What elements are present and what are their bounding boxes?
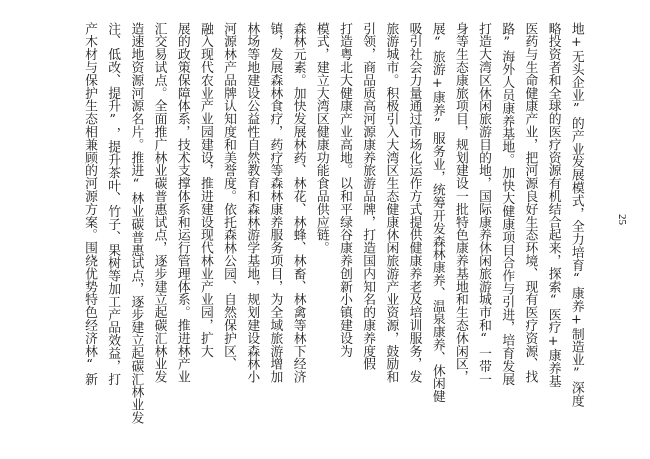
page-number: 25 xyxy=(616,214,628,225)
text-line: 打造粤北大健康产业高地。以和平绿谷康养创新小镇建设为 xyxy=(337,22,352,358)
text-line: 展的政策保障体系，技术支撑体系和运行管理体系。推进林产业 xyxy=(174,22,190,384)
text-line: 旅游城市。积极引入大湾区生态健康休闲旅游产业资源，鼓励和 xyxy=(383,22,399,384)
text-line: 略投资者和全球的医疗资源有机结合起来，探索“医疗+康养基 xyxy=(545,22,561,388)
text-line: 产木材与保护生态相兼顾的河源方案。围绕优势特色经济林“新 xyxy=(82,22,97,386)
text-line: 医药与生命健康产业，把河源良好生态环境、现有医疗资源、找 xyxy=(522,22,538,384)
text-line: 地+无头企业”的产业发展模式，全力培育“康养+制造业”深度 xyxy=(568,22,584,408)
text-line: 造速地资源河源名片。推进“林业碳普惠试点，逐步建立起碳汇林业发 xyxy=(128,22,144,425)
text-line: 打造大湾区休闲旅游目的地，国际康养休闲旅游城市和“一带一 xyxy=(476,22,492,386)
text-line: 路”海外人员康养基地。加快大健康项目合作与引进，培育发展 xyxy=(499,22,515,386)
text-line: 模式，建立大湾区健康功能食品供应链。 xyxy=(313,22,329,255)
text-line: 镇，发展森林食疗，药疗等森林康养服务项目，为全域旅游增加 xyxy=(267,22,283,384)
text-line: 身等生态康旅项目，规划建设一批特色康养基地和生态休闲区， xyxy=(452,22,468,384)
text-line: 注、低改、提升”，提升茶叶、竹子、果树等加工产品效益，打 xyxy=(105,22,121,386)
text-line: 吸引社会力量通过市场化运作方式提供健康养老及培训服务，发 xyxy=(406,22,422,384)
body-text xyxy=(80,22,590,427)
text-line: 林场等地建设公益性自然教育和森林游学基地，规划建设森林小 xyxy=(244,22,260,384)
text-line: 河源林产品牌认知度和美誉度。依托森林公园、自然保护区、 xyxy=(221,22,237,371)
text-line: 引领，商品质高河源康养旅游品牌，打造国内知名的康养度假 xyxy=(360,22,376,371)
text-line: 融入现代农业产业园建设，推进建设现代林业产业园，扩大 xyxy=(197,22,213,358)
text-line: 展“旅游+康养”服务业，统筹开发森林康养、温泉康养、休闲健 xyxy=(429,22,445,403)
text-line: 汇交易试点。全面推广林业碳普惠试点，逐步建立起碳汇林业发 xyxy=(151,22,167,384)
text-line: 森林元素。加快发展林药、林花、林蜂、林畜、林禽等林下经济 xyxy=(290,22,306,384)
